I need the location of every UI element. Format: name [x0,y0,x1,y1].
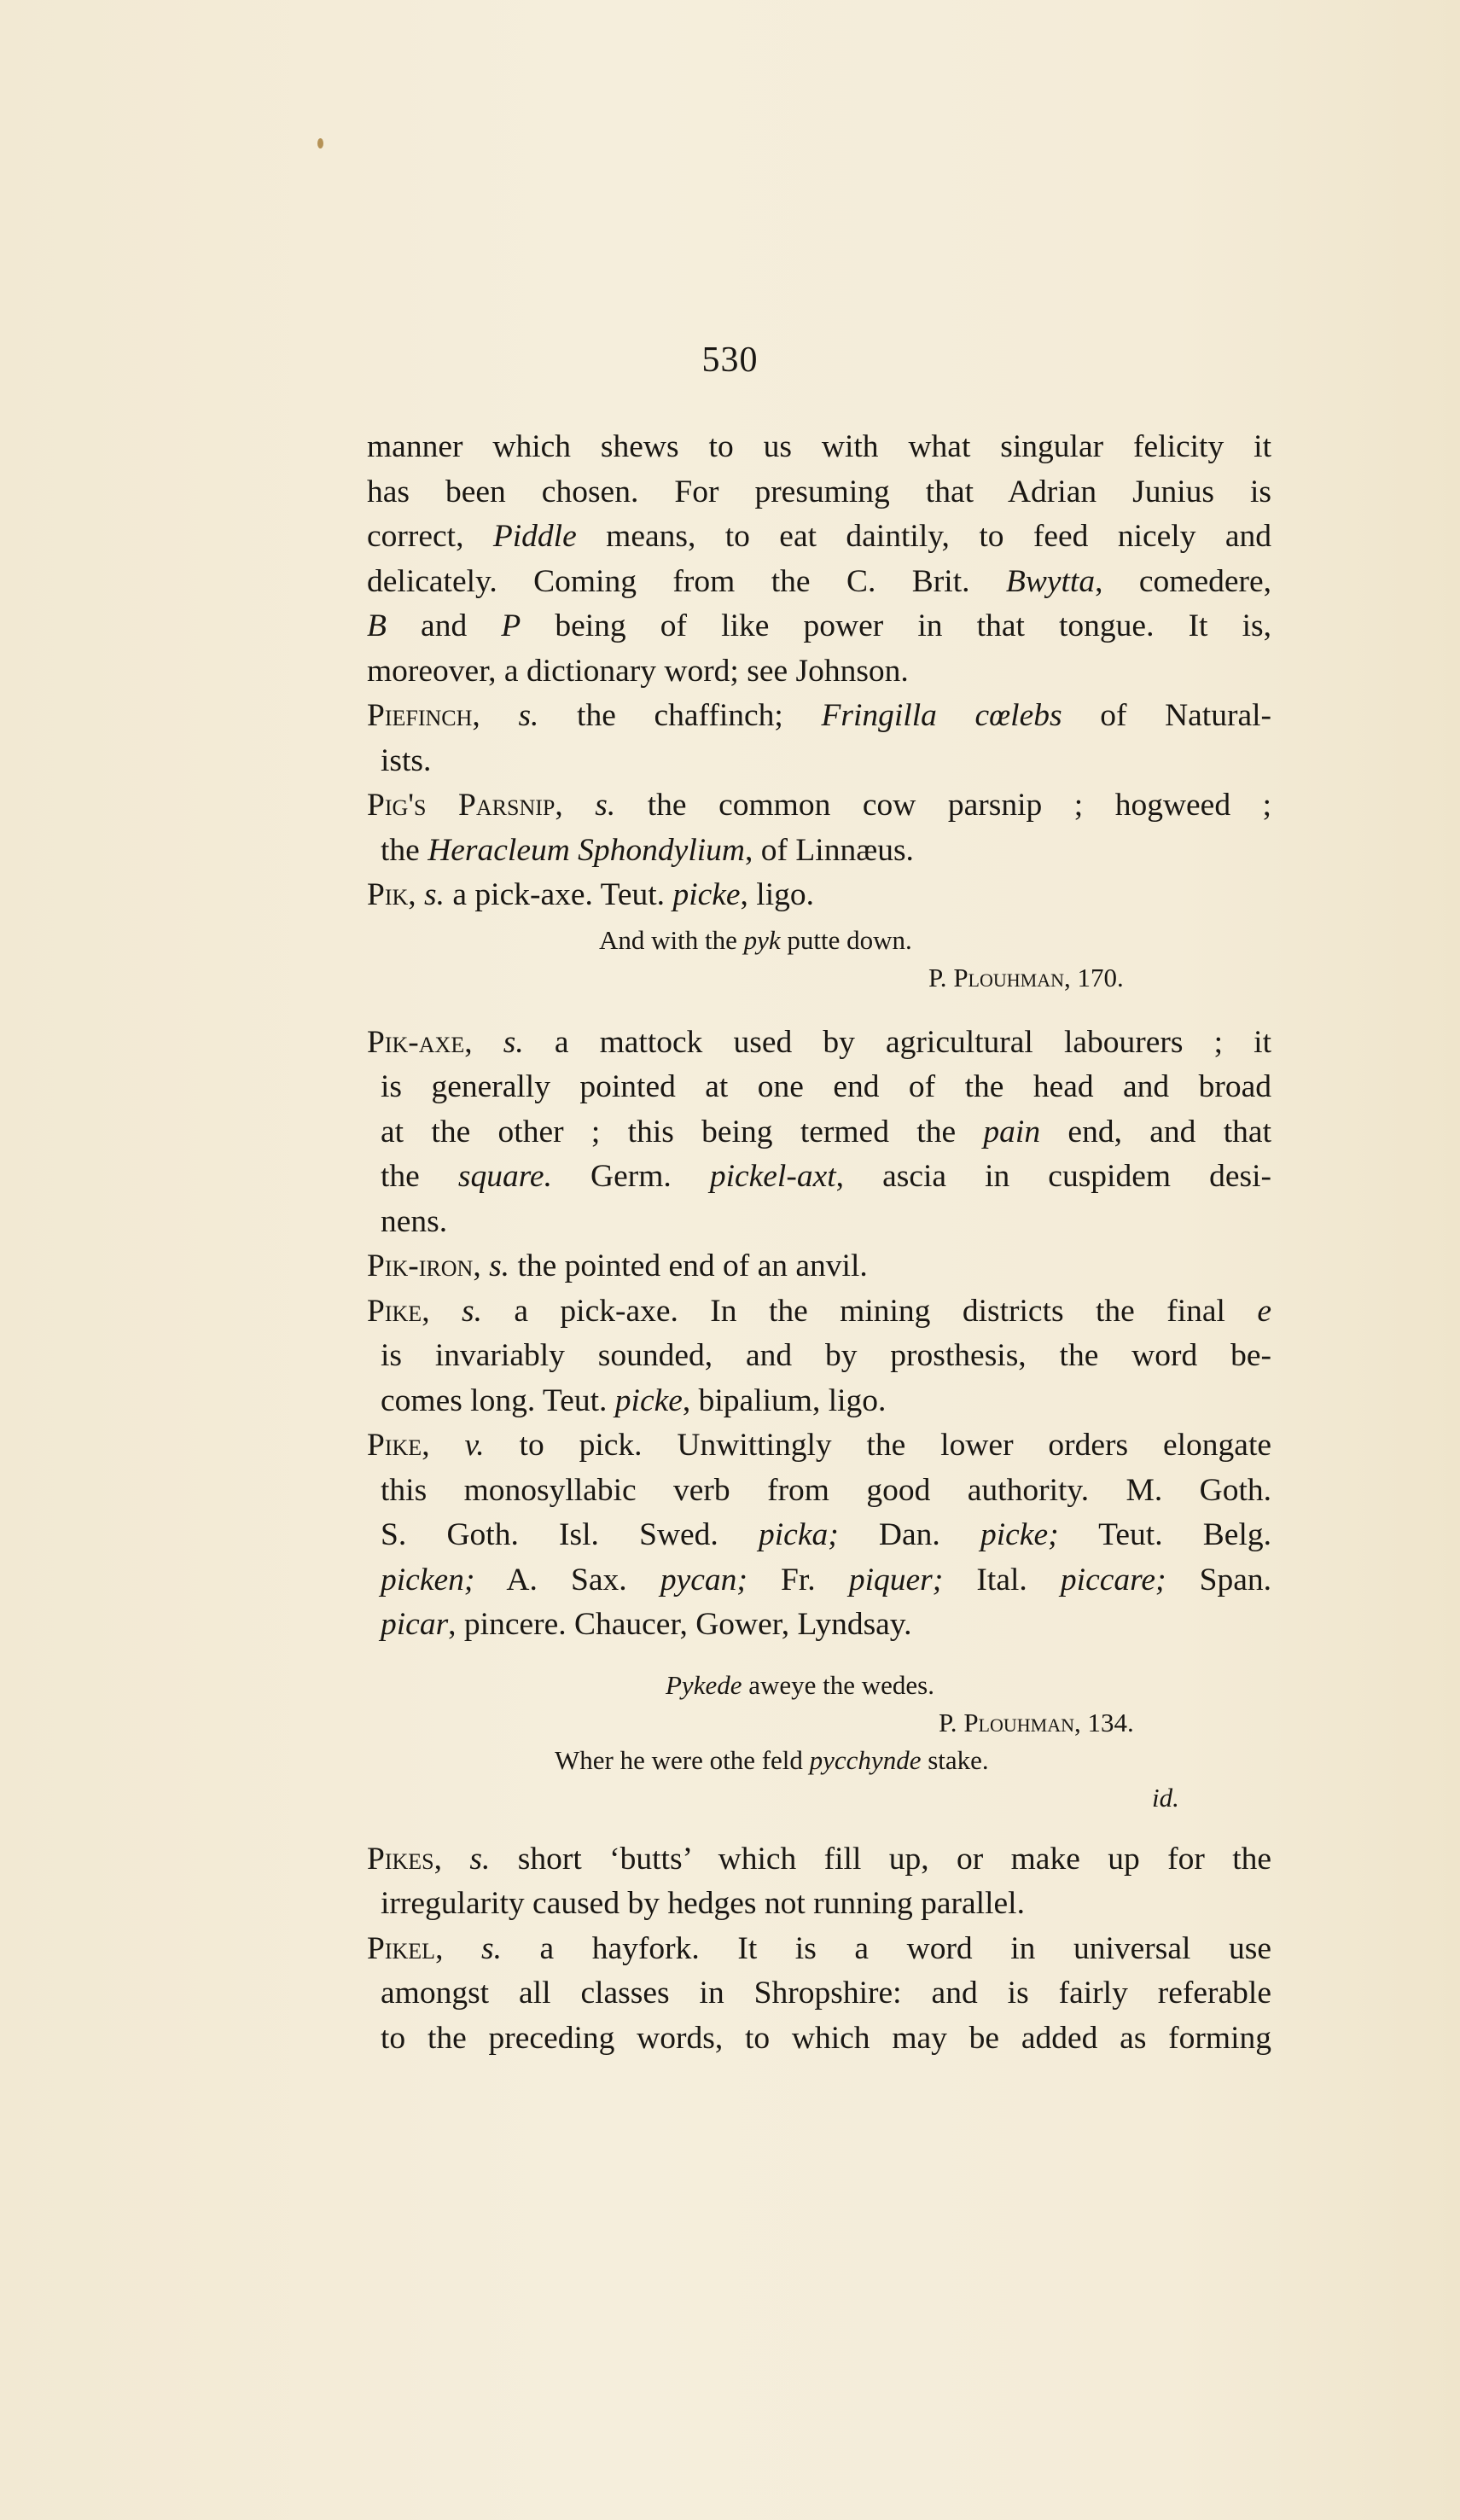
text-span: , [473,1248,490,1283]
text-line [367,1513,1271,1558]
part-of-speech: v. [464,1428,485,1463]
text-line [367,829,1271,874]
text-span: , ligo. [740,877,815,912]
text-span: , pincere. Chaucer, Gower, Lyndsay. [448,1607,912,1642]
italic-term: picke [614,1382,683,1418]
text-span: ists. [381,742,432,778]
text-span: the [381,832,428,868]
text-span: to the preceding words, to which may be added as forming [381,2020,1271,2056]
text-span: a pick-axe. Teut. [445,877,673,912]
entry-headword: Pig's Parsnip [367,788,555,823]
text-span: , 170. [1064,962,1124,992]
text-span: Wher he were othe feld [555,1744,810,1775]
page-body [367,425,1271,2061]
text-span: , [408,877,425,912]
quote-line [367,922,1271,959]
italic-term: Fringilla cœlebs [821,698,1062,733]
spacer [367,1817,1271,1837]
italic-term: pycchynde [809,1744,922,1775]
italic-term: Piddle [492,519,577,554]
italic-term: pickel-axt [709,1159,836,1194]
text-line [367,1379,1271,1424]
text-span: means, to eat daintily, to feed nicely and [576,519,1271,554]
citation-source: Plouhman [963,1707,1074,1737]
part-of-speech: s. [424,877,445,912]
entry-pike-noun [367,1289,1271,1335]
text-span: manner which shews to us with what singular felicity it [367,429,1271,464]
italic-term: Bwytta [1005,563,1096,599]
quote-citation [367,1704,1271,1742]
text-line [367,1200,1271,1245]
italic-term: B [367,608,387,643]
text-span: Dan. [838,1517,980,1552]
italic-term: Pykede [666,1669,742,1700]
text-line [367,560,1271,605]
italic-term: pycan; [660,1562,747,1598]
text-span: P. [928,962,954,992]
italic-term: square. [457,1159,552,1194]
text-span: the chaffinch; [538,698,822,733]
text-span: A. Sax. [474,1562,660,1598]
text-line [367,1065,1271,1110]
text-span: Germ. [551,1159,710,1194]
entry-headword: Pik [367,877,409,912]
text-span: , ascia in cuspidem desi- [835,1159,1271,1194]
part-of-speech: s. [489,1248,510,1283]
text-span: this monosyllabic verb from good authority. M. Goth. [381,1472,1271,1508]
entry-headword: Piefinch [367,698,473,733]
text-span: Teut. Belg. [1058,1517,1271,1552]
italic-term: picke; [980,1517,1059,1552]
text-span: , [472,698,519,733]
italic-term: pyk [743,924,781,955]
text-span: the common cow parsnip ; hogweed ; [615,788,1272,823]
part-of-speech: s. [595,788,616,823]
text-span: at the other ; this being termed the [381,1114,984,1149]
text-span: S. Goth. Isl. Swed. [381,1517,759,1552]
part-of-speech: s. [481,1930,502,1966]
text-span: , [422,1293,462,1329]
text-line [367,1334,1271,1379]
text-span: Span. [1166,1562,1272,1598]
entry-pike-verb [367,1423,1271,1469]
text-span: putte down. [780,924,912,955]
text-span: is generally pointed at one end of the head and broad [381,1069,1271,1104]
text-span: , of Linnæus. [745,832,914,868]
quote-citation: id. [1152,1782,1179,1813]
quote-citation [367,959,1271,997]
italic-term: P [501,608,521,643]
italic-term: Heracleum Sphondylium [428,832,745,868]
text-span: , bipalium, ligo. [682,1382,887,1418]
text-line [367,2017,1271,2062]
entry-headword: Pik-axe [367,1024,465,1060]
text-span: is invariably sounded, and by prosthesis, the word be- [381,1338,1271,1373]
text-span: , [433,1841,470,1877]
spacer [367,997,1271,1021]
text-span: and [386,608,502,643]
entry-headword: Pikel [367,1930,436,1966]
text-span: the pointed end of an anvil. [509,1248,868,1283]
text-span: a pick-axe. In the mining districts the final [481,1293,1258,1329]
quotation [367,1667,1271,1817]
text-span: end, and that [1040,1114,1271,1149]
text-span: has been chosen. For presuming that Adrian Junius is [367,474,1271,509]
text-span: being of like power in that tongue. It is, [521,608,1271,643]
text-span: of Natural- [1062,698,1271,733]
text-span: , [555,788,596,823]
text-span: , comedere, [1095,563,1271,599]
text-span: , 134. [1074,1707,1134,1737]
text-line [367,1882,1271,1927]
quotation [367,922,1271,997]
text-span: aweye the wedes. [742,1669,934,1700]
part-of-speech: s. [503,1024,524,1060]
text-span: a mattock used by agricultural labourers ; it [523,1024,1272,1060]
entry-pik-iron [367,1244,1271,1289]
entry-pigs-parsnip [367,783,1271,829]
text-span: correct, [367,519,493,554]
text-line [367,1558,1271,1603]
text-span: , [422,1428,465,1463]
part-of-speech: s. [461,1293,482,1329]
text-span: stake. [921,1744,989,1775]
text-span: P. [939,1707,964,1737]
entry-pik-axe [367,1021,1271,1066]
entry-headword: Pike [367,1293,422,1329]
entry-pikes [367,1837,1271,1883]
part-of-speech: s. [518,698,539,733]
italic-term: picka; [759,1517,839,1552]
quote-line [367,1742,1271,1779]
text-span: comes long. Teut. [381,1382,615,1418]
text-span: delicately. Coming from the C. Brit. [367,563,1006,599]
text-line [367,1603,1271,1648]
text-span: And with the [599,924,744,955]
entry-pikel [367,1927,1271,1972]
italic-term: picke [672,877,741,912]
text-line [367,515,1271,560]
entry-headword: Pik-iron [367,1248,474,1283]
text-span: a hayfork. It is a word in universal use [501,1930,1272,1966]
entry-headword: Pike [367,1428,422,1463]
text-span: amongst all classes in Shropshire: and is fairly referable [381,1976,1271,2011]
text-line [367,739,1271,784]
italic-term: pain [983,1114,1041,1149]
italic-term: piccare; [1060,1562,1166,1598]
italic-term: e [1257,1293,1271,1329]
part-of-speech: s. [469,1841,491,1877]
entry-headword: Pikes [367,1841,434,1877]
text-span: nens. [381,1203,448,1239]
citation-source: Plouhman [953,962,1064,992]
text-span: to pick. Unwittingly the lower orders elongate [484,1428,1272,1463]
italic-term: picken; [381,1562,475,1598]
page-number: 530 [701,340,759,380]
text-line [367,470,1271,515]
entry-piefinch [367,694,1271,739]
text-span: , [435,1930,482,1966]
text-span: irregularity caused by hedges not running parallel. [381,1886,1025,1921]
text-span: moreover, a dictionary word; see Johnson. [367,653,909,689]
text-span: the [381,1159,458,1194]
text-line [367,604,1271,649]
text-line [367,649,1271,695]
text-line [367,425,1271,470]
text-line [367,1155,1271,1200]
ink-speck [317,138,323,148]
quote-line [367,1667,1271,1704]
text-span: , [464,1024,503,1060]
text-span: Fr. [747,1562,849,1598]
text-line [367,1971,1271,2017]
text-span: short ‘butts’ which fill up, or make up for the [490,1841,1272,1877]
italic-term: picar [381,1607,449,1642]
entry-pik [367,873,1271,918]
text-line [367,1469,1271,1514]
text-line [367,1110,1271,1155]
italic-term: piquer; [848,1562,944,1598]
text-span: Ital. [943,1562,1061,1598]
